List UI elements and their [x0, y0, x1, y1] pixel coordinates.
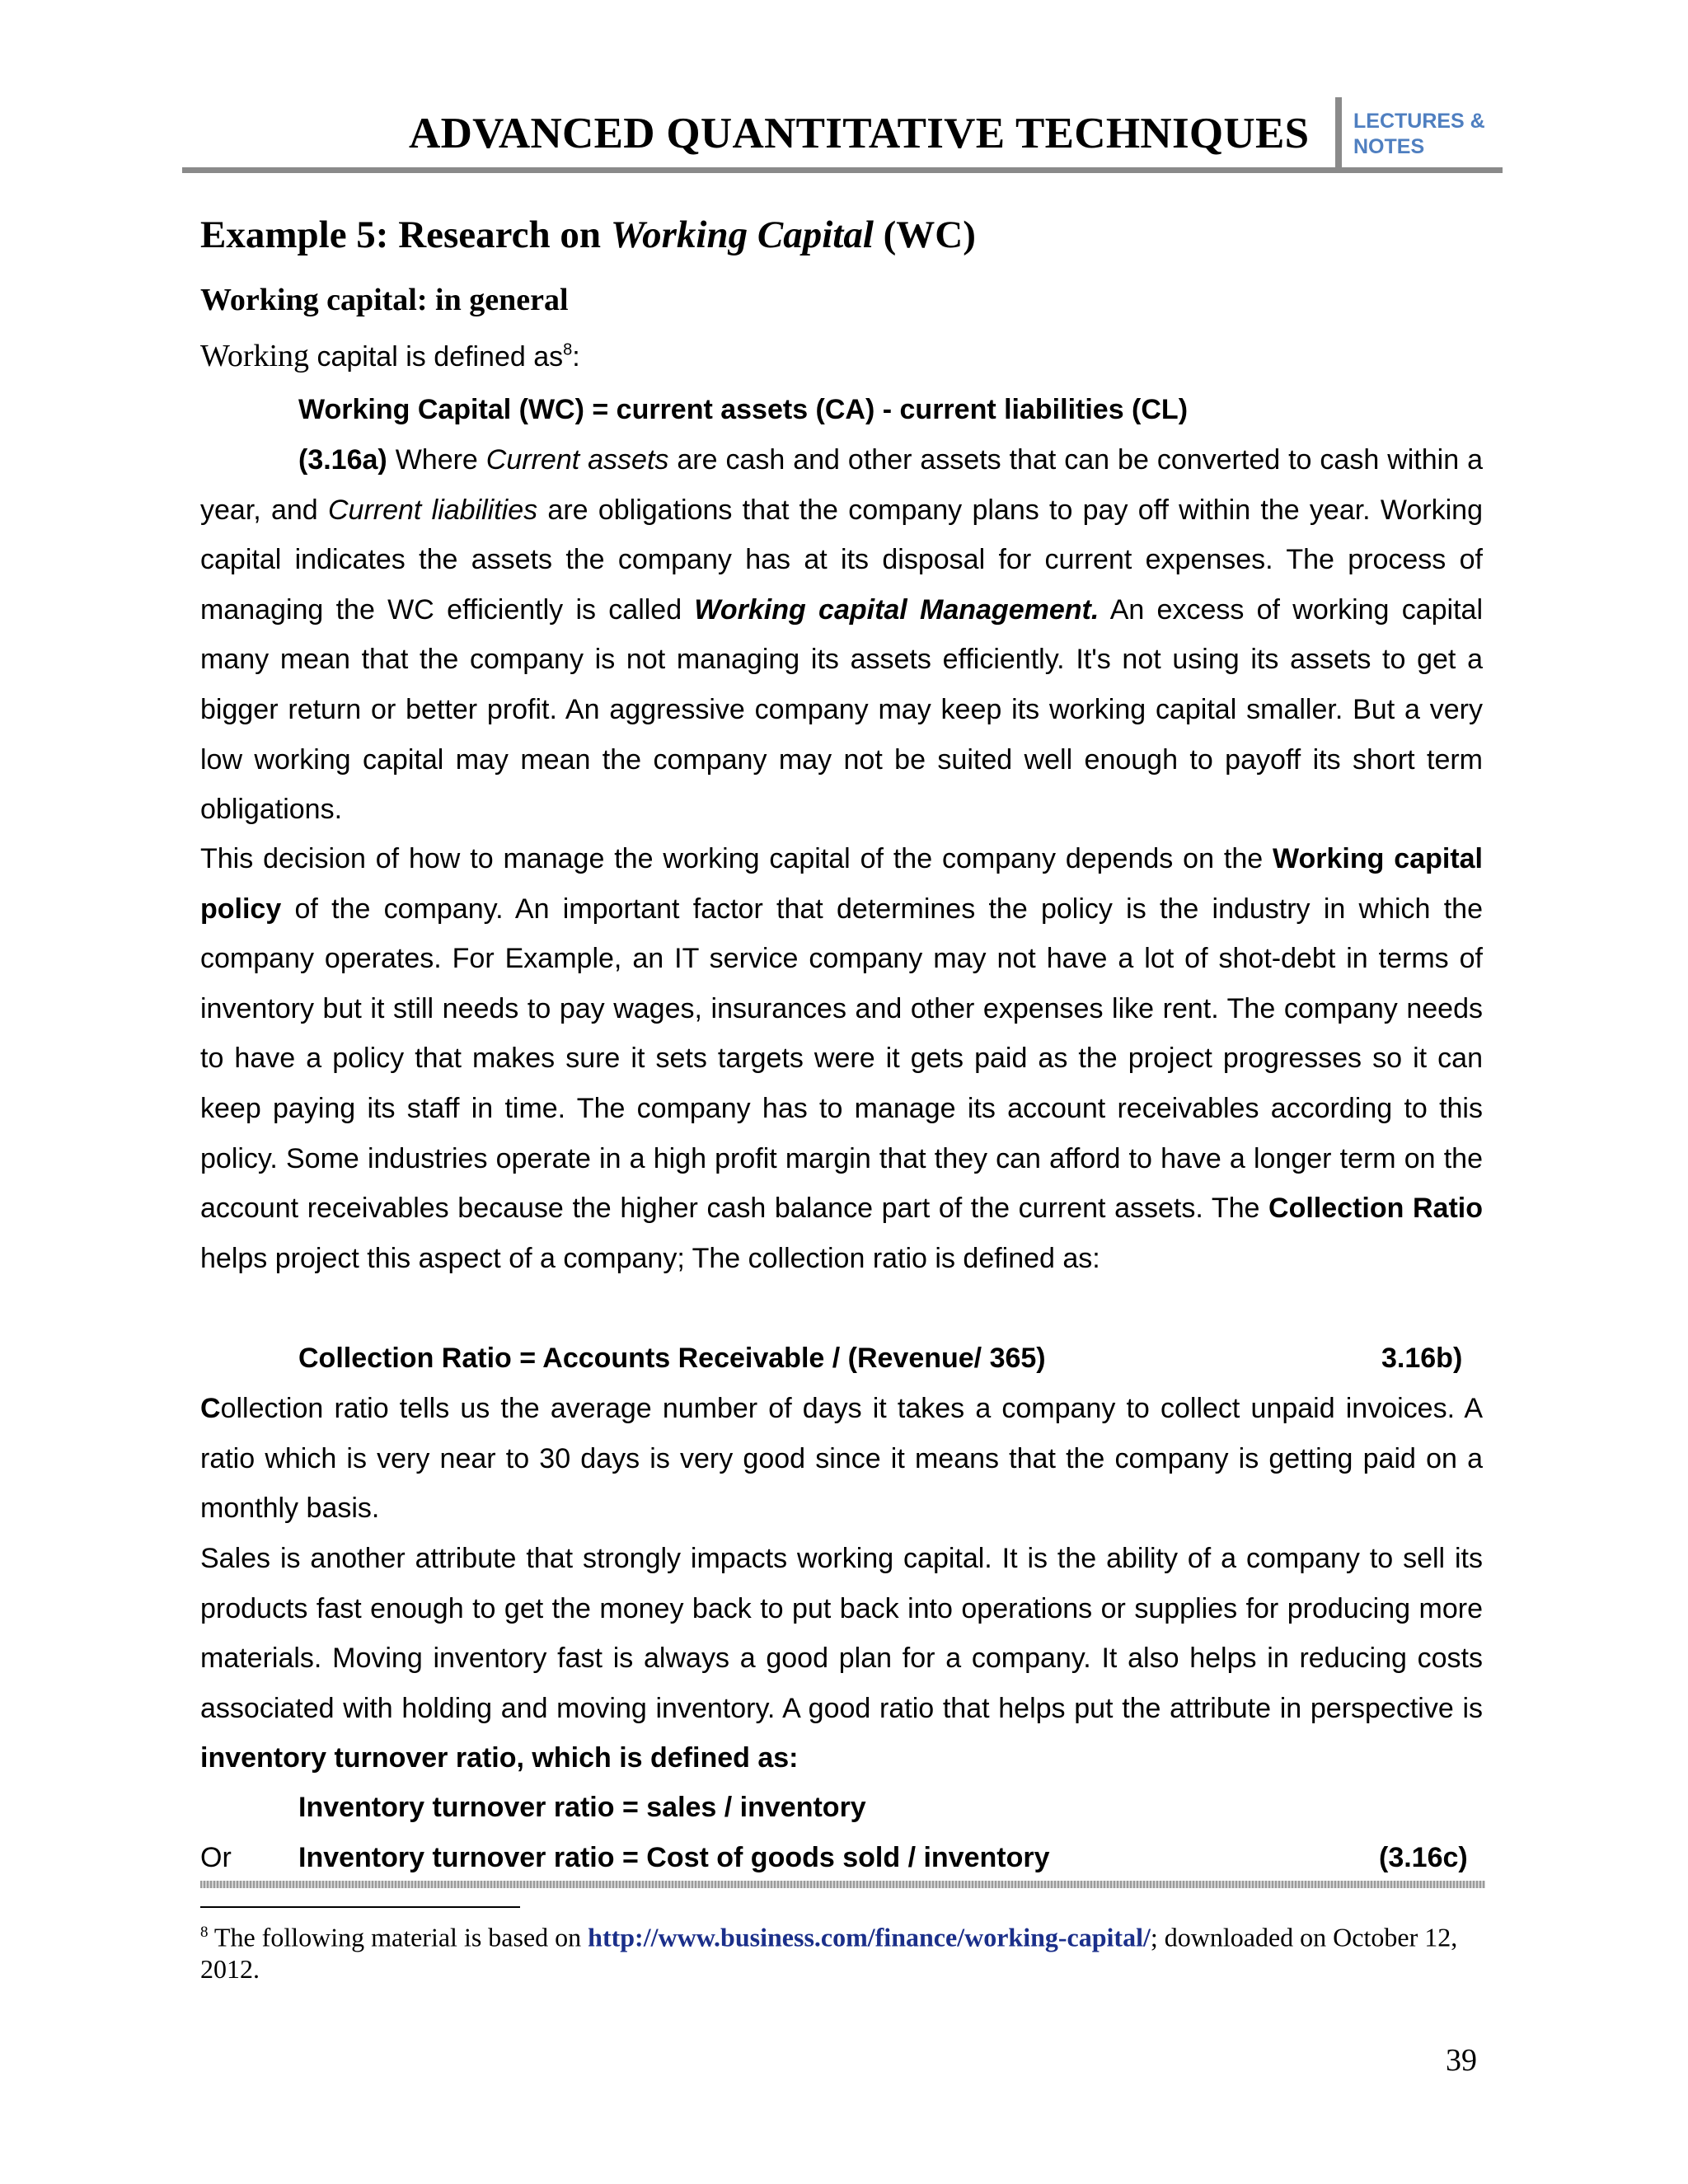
paragraph-1: [200, 435, 1483, 835]
footnote-link[interactable]: http://www.business.com/finance/working-capital/: [588, 1922, 1151, 1952]
running-header-title: ADVANCED QUANTITATIVE TECHNIQUES: [409, 110, 1310, 157]
footnote-text-2: ; downloaded on October 12, 2012.: [200, 1922, 1458, 1984]
heading-italic: Working Capital: [610, 213, 874, 256]
para2-text-3: helps project this aspect of a company; The collection ratio is defined as:: [200, 1242, 1100, 1274]
definition-rest: capital is defined as: [309, 341, 564, 373]
paragraph-4: [200, 1534, 1483, 1783]
footnote-ref[interactable]: 8: [563, 340, 573, 359]
header-divider: [1335, 97, 1342, 170]
formula-3-16c-b: Inventory turnover ratio = Cost of goods sold / inventory: [298, 1842, 1050, 1873]
heading-prefix: Example 5: Research on: [200, 213, 611, 256]
footnote-rule: [200, 1906, 520, 1908]
paragraph-2: [200, 834, 1483, 1283]
header-tag-line1: LECTURES &: [1353, 110, 1485, 133]
eq-label-3-16a: (3.16a): [298, 444, 387, 476]
footnote-text-1: The following material is based on: [208, 1922, 588, 1952]
eq-number-3-16c: (3.16c): [1379, 1842, 1468, 1873]
para3-bold-initial: C: [200, 1393, 221, 1424]
para1-text-4: An excess of working capital many mean that the company is not managing its assets efficiently. It's not using its assets to get a bigger return or better profit. An aggressive company may keep its working capital smaller. But a very low working capital may mean the company may not be suited well enough to payoff its short term obligations.: [200, 593, 1483, 826]
para1-bold-italic: Working capital Management.: [694, 593, 1100, 626]
footnote: [200, 1917, 1490, 1985]
definition-colon: :: [572, 341, 580, 373]
para1-italic-2: Current liabilities: [328, 494, 538, 526]
formula-3-16b: Collection Ratio = Accounts Receivable / (Revenue/ 365): [298, 1343, 1046, 1374]
section-heading: [200, 213, 976, 257]
paragraph-3: [200, 1384, 1483, 1534]
para2-text-2: of the company. An important factor that determines the policy is the industry in which the company operates. For Example, an IT service company may not have a lot of shot-debt in terms of inventory but it still needs to pay wages, insurances and other expenses like rent. The company needs to have a policy that makes sure it sets targets were it gets paid as the project progresses so it can keep paying its staff in time. The company has to manage its account receivables according to this policy. Some industries operate in a high profit margin that they can afford to have a longer term on the account receivables because the higher cash balance part of the current assets. The: [200, 893, 1483, 1225]
formula-3-16c-a: Inventory turnover ratio = sales / inventory: [298, 1792, 866, 1823]
bottom-rule: [200, 1881, 1485, 1888]
heading-suffix: (WC): [873, 213, 976, 256]
definition-word: Working: [200, 339, 310, 373]
para1-text-2: are cash and other assets that can be converted to cash within a year, and: [200, 444, 1483, 526]
header-tag-line2: NOTES: [1353, 135, 1425, 158]
header-rule: [182, 167, 1503, 173]
eq-number-3-16b: 3.16b): [1381, 1343, 1463, 1374]
formula-3-16a: Working Capital (WC) = current assets (CA) - current liabilities (CL): [298, 394, 1189, 425]
para1-text-1: Where: [387, 444, 486, 476]
para4-bold: inventory turnover ratio, which is defined as:: [200, 1742, 799, 1774]
footnote-number: 8: [200, 1924, 209, 1941]
para3-text: ollection ratio tells us the average number of days it takes a company to collect unpaid invoices. A ratio which is very near to 30 days is very good since it means that the company is getting paid on a monthly basis.: [200, 1393, 1483, 1525]
header-tag: [1353, 109, 1485, 160]
para4-text: Sales is another attribute that strongly impacts working capital. It is the ability of a company to sell its products fast enough to get the money back to put back into operations or supplies for producing more materials. Moving inventory fast is always a good plan for a company. It also helps in reducing costs associated with holding and moving inventory. A good ratio that helps put the attribute in perspective is: [200, 1543, 1483, 1724]
para1-italic-1: Current assets: [485, 444, 669, 476]
para1-text-3: are obligations that the company plans to pay off within the year. Working capital indicates the assets the company has at its disposal for current expenses. The process of managing the WC efficiently is called: [200, 494, 1483, 626]
definition-intro: [200, 338, 580, 374]
para2-text-1: This decision of how to manage the working capital of the company depends on the: [200, 843, 1273, 874]
sub-heading: Working capital: in general: [200, 283, 569, 317]
or-label: Or: [200, 1842, 232, 1873]
para2-bold-2: Collection Ratio: [1268, 1193, 1483, 1225]
para2-bold-1: Working capital policy: [200, 843, 1483, 925]
page-number: 39: [1446, 2043, 1477, 2078]
